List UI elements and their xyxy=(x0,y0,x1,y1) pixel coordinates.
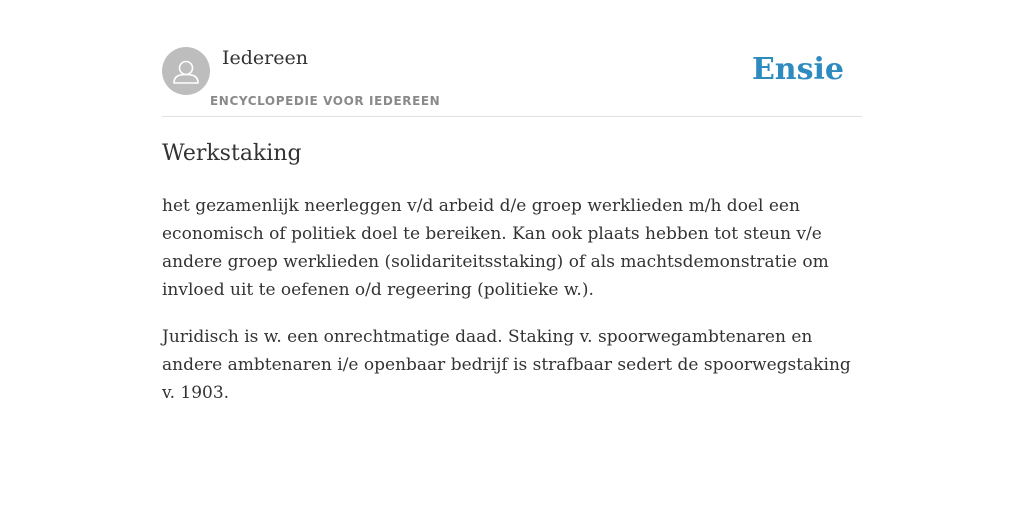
user-avatar-icon[interactable] xyxy=(162,47,210,95)
author-name[interactable]: Iedereen xyxy=(222,47,308,69)
site-logo[interactable]: Ensie xyxy=(751,52,844,87)
article-paragraph: het gezamenlijk neerleggen v/d arbeid d/e groep werklieden m/h doel een economisch of politiek doel te bereiken. Kan ook plaats hebben tot steun v/e andere groep werklieden (solidariteitsstaking) of als machtsdemonstratie om invloed uit te oefenen o/d regeering (politieke w.). xyxy=(162,196,829,300)
article-body xyxy=(162,192,866,426)
article-paragraph: Juridisch is w. een onrechtmatige daad. Staking v. spoorwegambtenaren en andere ambtenaren i/e openbaar bedrijf is strafbaar sedert de spoorwegstaking v. 1903. xyxy=(162,327,851,403)
site-tagline: ENCYCLOPEDIE VOOR IEDEREEN xyxy=(210,94,441,108)
article-title: Werkstaking xyxy=(162,141,302,166)
header xyxy=(162,46,862,117)
